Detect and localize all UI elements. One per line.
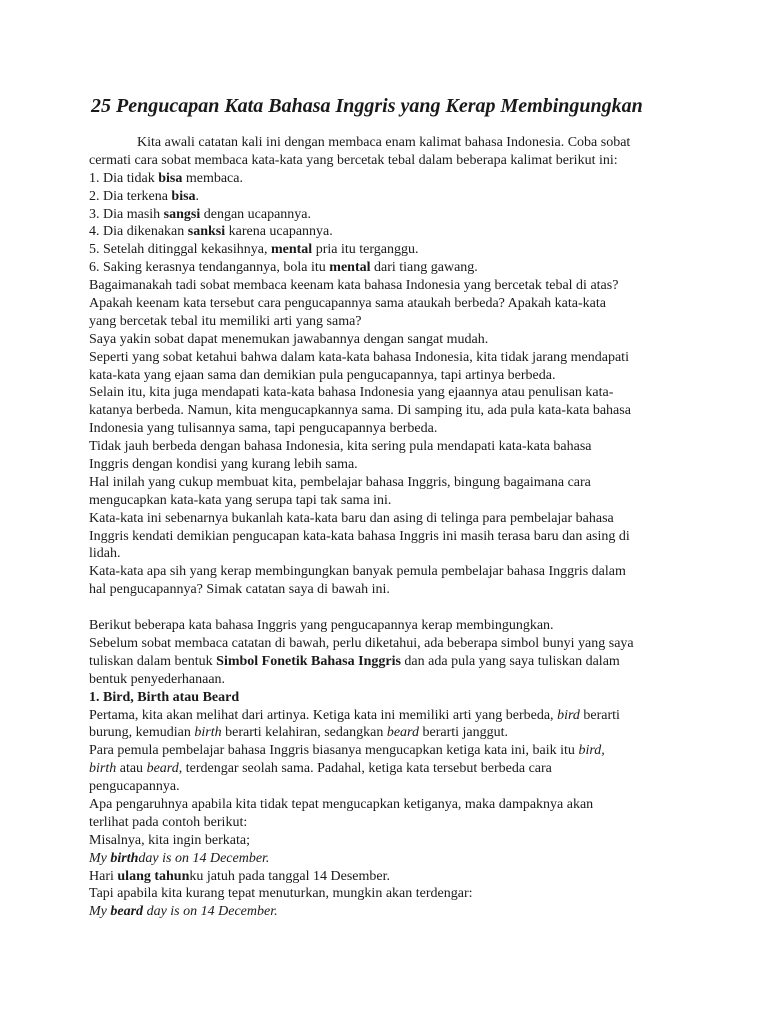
text-line: Tidak jauh berbeda dengan bahasa Indonesia, kita sering pula mendapati kata-kata bahasa — [89, 439, 592, 455]
italic-word: beard — [386, 725, 419, 741]
text-line: lidah. — [89, 546, 121, 562]
numbered-sentence: 1. Dia tidak bisa membaca. — [89, 170, 243, 186]
bold-word: ulang tahun — [117, 868, 190, 884]
text-line: Berikut beberapa kata bahasa Inggris yang pengucapannya kerap membingungkan. — [89, 618, 554, 634]
text-line: mengucapkan kata-kata yang serupa tapi tak sama ini. — [89, 492, 392, 508]
text-line: katanya berbeda. Namun, kita mengucapkannya sama. Di samping itu, ada pula kata-kata bahasa — [89, 403, 631, 419]
translation-line: Hari ulang tahunku jatuh pada tanggal 14 Desember. — [89, 868, 390, 884]
text-line: Saya yakin sobat dapat menemukan jawabannya dengan sangat mudah. — [89, 331, 489, 347]
bold-word: sangsi — [163, 206, 201, 222]
text-line: bentuk penyederhanaan. — [89, 671, 226, 687]
text-line: birth atau beard, terdengar seolah sama. Padahal, ketiga kata tersebut berbeda cara — [89, 761, 552, 777]
text-line: Bagaimanakah tadi sobat membaca keenam kata bahasa Indonesia yang bercetak tebal di atas? — [89, 278, 619, 294]
example-sentence: My birthday is on 14 December. — [89, 850, 270, 866]
text-line: Kata-kata apa sih yang kerap membingungkan banyak pemula pembelajar bahasa Inggris dalam — [89, 564, 626, 580]
intro-line: cermati cara sobat membaca kata-kata yang bercetak tebal dalam beberapa kalimat berikut ini: — [89, 152, 618, 168]
text-line: Inggris kendati demikian pengucapan kata-kata bahasa Inggris ini masih terasa baru dan asing di — [89, 528, 630, 544]
numbered-sentence: 2. Dia terkena bisa. — [89, 188, 200, 204]
italic-word: bird — [557, 707, 580, 723]
text-line: Kata-kata ini sebenarnya bukanlah kata-kata baru dan asing di telinga para pembelajar bahasa — [89, 510, 614, 526]
text-line: tuliskan dalam bentuk Simbol Fonetik Bahasa Inggris dan ada pula yang saya tuliskan dalam — [89, 653, 620, 669]
text-line: Indonesia yang tulisannya sama, tapi pengucapannya berbeda. — [89, 421, 438, 437]
italic-word: birth — [89, 761, 117, 777]
text-line: Inggris dengan kondisi yang kurang lebih sama. — [89, 457, 358, 473]
intro-line: Kita awali catatan kali ini dengan membaca enam kalimat bahasa Indonesia. Coba sobat — [137, 135, 631, 150]
bold-word: sanksi — [187, 224, 226, 240]
bold-word: bisa — [171, 188, 196, 204]
paragraph-gap — [89, 599, 689, 617]
text-line: yang bercetak tebal itu memiliki arti yang sama? — [89, 313, 362, 329]
bold-phrase: Simbol Fonetik Bahasa Inggris — [216, 653, 401, 669]
numbered-sentence: 3. Dia masih sangsi dengan ucapannya. — [89, 206, 312, 222]
bold-word: mental — [329, 260, 371, 276]
bold-word: beard — [110, 904, 144, 920]
italic-word: beard — [146, 761, 179, 777]
document-body — [89, 134, 689, 921]
numbered-sentence: 5. Setelah ditinggal kekasihnya, mental pria itu terganggu. — [89, 242, 419, 258]
bold-word: mental — [270, 242, 313, 258]
text-line: hal pengucapannya? Simak catatan saya di bawah ini. — [89, 582, 390, 598]
text-line: Para pemula pembelajar bahasa Inggris biasanya mengucapkan ketiga kata ini, baik itu bird, — [89, 743, 605, 759]
text-line: Hal inilah yang cukup membuat kita, pembelajar bahasa Inggris, bingung bagaimana cara — [89, 474, 591, 490]
document-title: 25 Pengucapan Kata Bahasa Inggris yang Kerap Membingungkan — [91, 95, 643, 117]
bold-word: birth — [110, 850, 139, 866]
text-line: Sebelum sobat membaca catatan di bawah, perlu diketahui, ada beberapa simbol bunyi yang saya — [89, 635, 634, 651]
bold-word: bisa — [158, 170, 183, 186]
numbered-sentence: 4. Dia dikenakan sanksi karena ucapannya. — [89, 224, 333, 240]
text-line: Apa pengaruhnya apabila kita tidak tepat mengucapkan ketiganya, maka dampaknya akan — [89, 796, 594, 812]
text-line: Apakah keenam kata tersebut cara pengucapannya sama ataukah berbeda? Apakah kata-kata — [89, 296, 606, 312]
text-line: Pertama, kita akan melihat dari artinya. Ketiga kata ini memiliki arti yang berbeda, bird berarti — [89, 707, 620, 723]
text-line: Misalnya, kita ingin berkata; — [89, 832, 250, 848]
section-heading: 1. Bird, Birth atau Beard — [89, 689, 240, 705]
text-line: Selain itu, kita juga mendapati kata-kata bahasa Indonesia yang ejaannya atau penulisan kata- — [89, 385, 614, 401]
text-line: burung, kemudian birth berarti kelahiran, sedangkan beard berarti janggut. — [89, 725, 509, 741]
text-line: kata-kata yang ejaan sama dan demikian pula pengucapannya, tapi artinya berbeda. — [89, 367, 556, 383]
text-line: terlihat pada contoh berikut: — [89, 814, 248, 830]
italic-word: bird, — [578, 743, 605, 759]
example-sentence: My beard day is on 14 December. — [89, 904, 278, 920]
text-line: Seperti yang sobat ketahui bahwa dalam kata-kata bahasa Indonesia, kita tidak jarang mendapati — [89, 349, 629, 365]
italic-word: birth — [194, 725, 222, 741]
numbered-sentence: 6. Saking kerasnya tendangannya, bola itu mental dari tiang gawang. — [89, 260, 478, 276]
text-line: pengucapannya. — [89, 779, 180, 795]
text-line: Tapi apabila kita kurang tepat menuturkan, mungkin akan terdengar: — [89, 886, 473, 902]
